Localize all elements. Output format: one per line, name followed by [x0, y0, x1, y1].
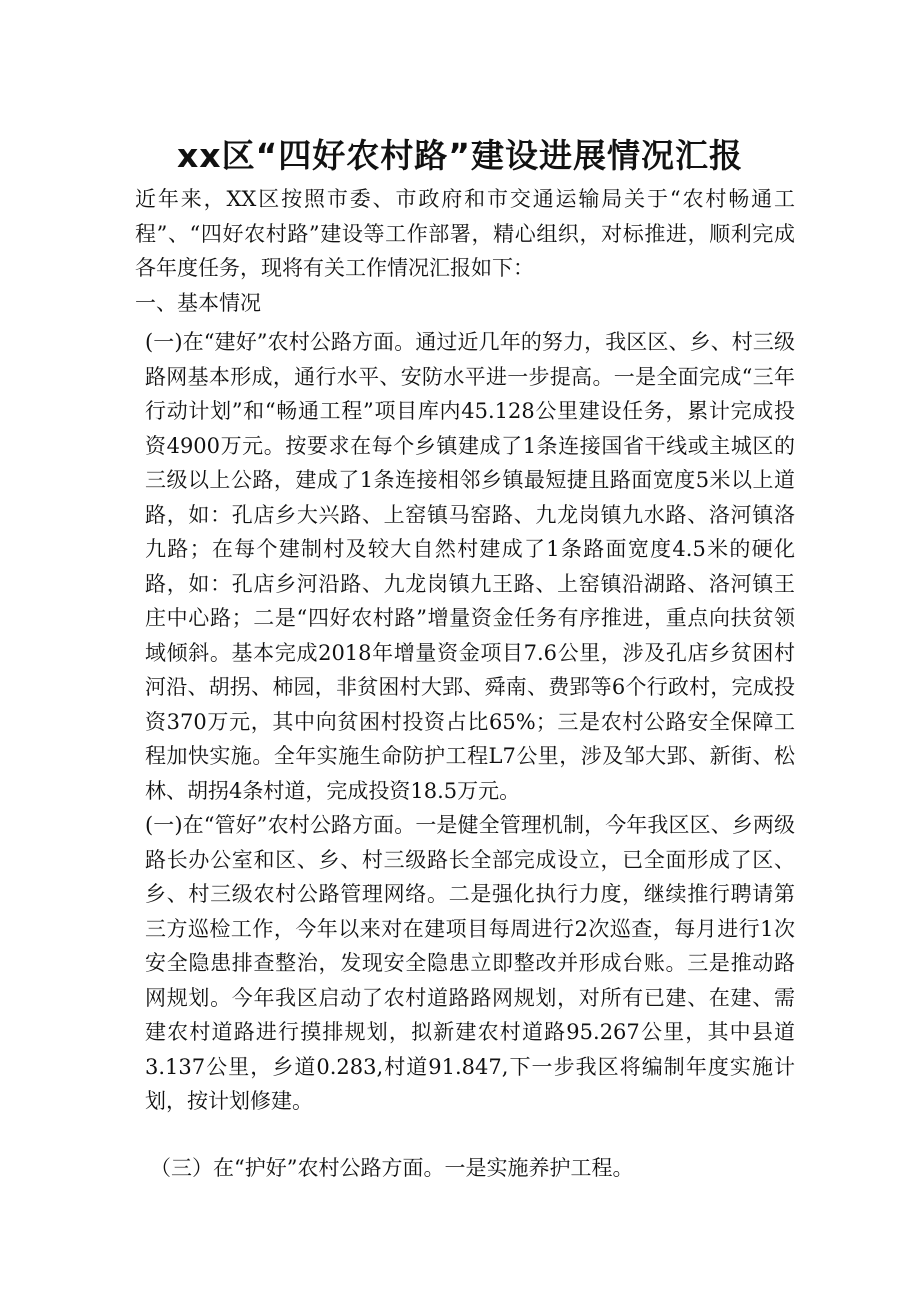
paragraph-manage-roads: (一)在“管好”农村公路方面。一是健全管理机制，今年我区区、乡两级路长办公室和区、乡、村三级路长全部完成设立，已全面形成了区、乡、村三级农村公路管理网络。二是强化执行力度，继续推行聘请第三方巡检工作，今年以来对在建项目每周进行2次巡查，每月进行1次安全隐患排查整治，发现安全隐患立即整改并形成台账。三是推动路网规划。今年我区启动了农村道路路网规划，对所有已建、在建、需建农村道路进行摸排规划，拟新建农村道路95.267公里，其中县道3.137公里，乡道0.283,村道91.847,下一步我区将编制年度实施计划，按计划修建。 — [145, 813, 795, 1113]
document-title: xx区“四好农村路”建设进展情况汇报 — [177, 136, 743, 175]
section-heading-basic: 一、基本情况 — [135, 290, 261, 315]
intro-paragraph: 近年来，XX区按照市委、市政府和市交通运输局关于“农村畅通工程”、“四好农村路”建设等工作部署，精心组织，对标推进，顺利完成各年度任务，现将有关工作情况汇报如下： — [135, 187, 795, 280]
paragraph-maintain-roads: （三）在“护好”农村公路方面。一是实施养护工程。 — [150, 1156, 634, 1180]
document-body — [135, 182, 795, 1180]
paragraph-build-roads: (一)在“建好”农村公路方面。通过近几年的努力，我区区、乡、村三级路网基本形成，通行水平、安防水平进一步提高。一是全面完成“三年行动计划”和“畅通工程”项目库内45.128公里建设任务，累计完成投资4900万元。按要求在每个乡镇建成了1条连接国省干线或主城区的三级以上公路，建成了1条连接相邻乡镇最短捷且路面宽度5米以上道路，如：孔店乡大兴路、上窑镇马窑路、九龙岗镇九水路、洛河镇洛九路；在每个建制村及较大自然村建成了1条路面宽度4.5米的硬化路，如：孔店乡河沿路、九龙岗镇九王路、上窑镇沿湖路、洛河镇王庄中心路；二是“四好农村路”增量资金任务有序推进，重点向扶贫领域倾斜。基本完成2018年增量资金项目7.6公里，涉及孔店乡贫困村河沿、胡拐、柿园，非贫困村大郢、舜南、费郢等6个行政村，完成投资370万元，其中向贫困村投资占比65%；三是农村公路安全保障工程加快实施。全年实施生命防护工程L7公里，涉及邹大郢、新街、松林、胡拐4条村道，完成投资18.5万元。 — [145, 330, 795, 803]
